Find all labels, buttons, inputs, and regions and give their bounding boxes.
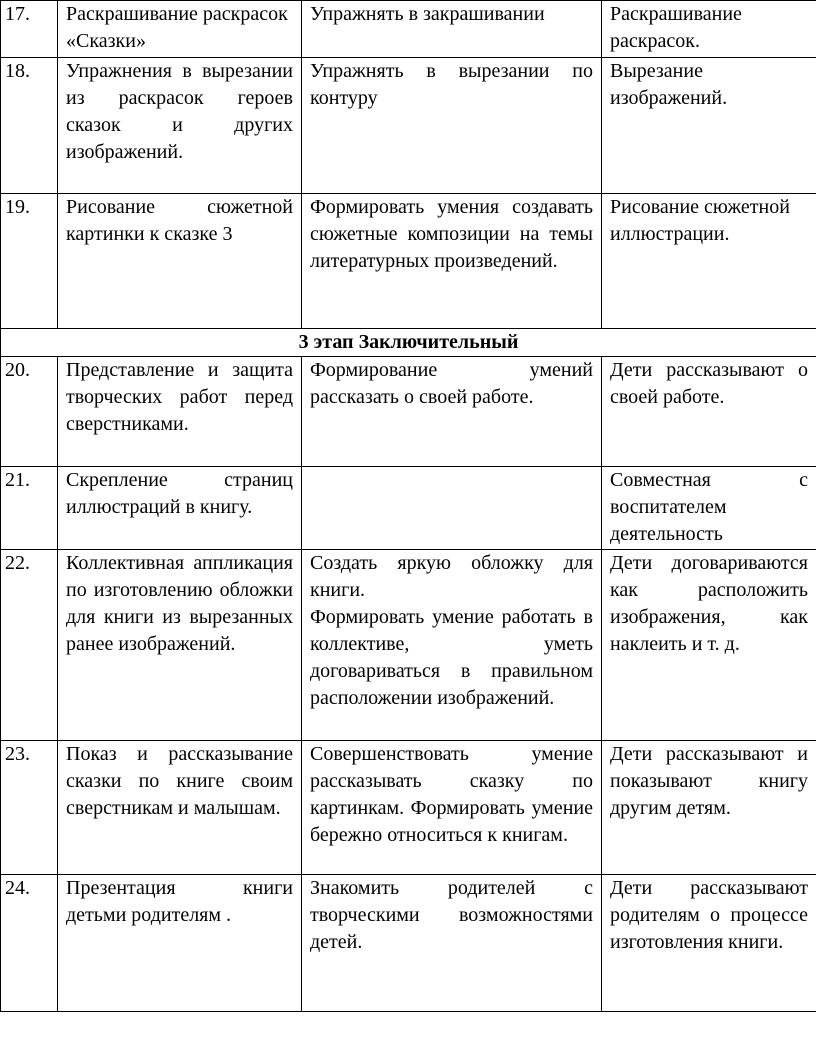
activity-cell: Рисование сюжетной картинки к сказке 3 [58, 194, 302, 329]
activity-cell: Показ и рассказывание сказки по книге своим сверстникам и малышам. [58, 741, 302, 875]
result-cell: Раскрашивание раскрасок. [602, 1, 816, 58]
result-cell: Совместная с воспитателем деятельность [602, 467, 816, 550]
goal-cell: Упражнять в закрашивании [302, 1, 602, 58]
table-row [1, 1, 816, 58]
row-number: 24. [1, 875, 58, 1012]
goal-line: Создать яркую обложку для книги. [310, 552, 593, 601]
row-number: 22. [1, 550, 58, 741]
table-row [1, 467, 816, 550]
stage-heading: 3 этап Заключительный [1, 329, 816, 357]
row-number: 18. [1, 58, 58, 194]
activity-cell: Раскрашивание раскрасок «Сказки» [58, 1, 302, 58]
goal-cell [302, 550, 602, 741]
goal-cell: Формирование умений рассказать о своей работе. [302, 357, 602, 467]
table-row [1, 357, 816, 467]
row-number: 21. [1, 467, 58, 550]
table-row [1, 194, 816, 329]
table-row [1, 741, 816, 875]
table-row [1, 550, 816, 741]
goal-cell: Формировать умения создавать сюжетные композиции на темы литературных произведений. [302, 194, 602, 329]
result-cell: Вырезание изображений. [602, 58, 816, 194]
activity-cell: Упражнения в вырезании из раскрасок героев сказок и других изображений. [58, 58, 302, 194]
result-cell: Дети рассказывают родителям о процессе изготовления книги. [602, 875, 816, 1012]
goal-line: Формировать умение работать в коллективе, уметь договариваться в правильном расположении изображений. [310, 606, 593, 709]
row-number: 20. [1, 357, 58, 467]
activity-cell: Презентация книги детьми родителям . [58, 875, 302, 1012]
goal-cell: Совершенствовать умение рассказывать сказку по картинкам. Формировать умение бережно относиться к книгам. [302, 741, 602, 875]
result-cell: Дети рассказывают и показывают книгу другим детям. [602, 741, 816, 875]
activity-cell: Скрепление страниц иллюстраций в книгу. [58, 467, 302, 550]
goal-cell [302, 467, 602, 550]
activity-cell: Коллективная аппликация по изготовлению обложки для книги из вырезанных ранее изображений. [58, 550, 302, 741]
row-number: 19. [1, 194, 58, 329]
row-number: 17. [1, 1, 58, 58]
goal-cell: Упражнять в вырезании по контуру [302, 58, 602, 194]
table-row [1, 58, 816, 194]
stage-row [1, 329, 816, 357]
table-row [1, 875, 816, 1012]
goal-cell: Знакомить родителей с творческими возможностями детей. [302, 875, 602, 1012]
row-number: 23. [1, 741, 58, 875]
result-cell: Дети рассказывают о своей работе. [602, 357, 816, 467]
activity-cell: Представление и защита творческих работ перед сверстниками. [58, 357, 302, 467]
result-cell: Дети договариваются как расположить изображения, как наклеить и т. д. [602, 550, 816, 741]
result-cell: Рисование сюжетной иллюстрации. [602, 194, 816, 329]
